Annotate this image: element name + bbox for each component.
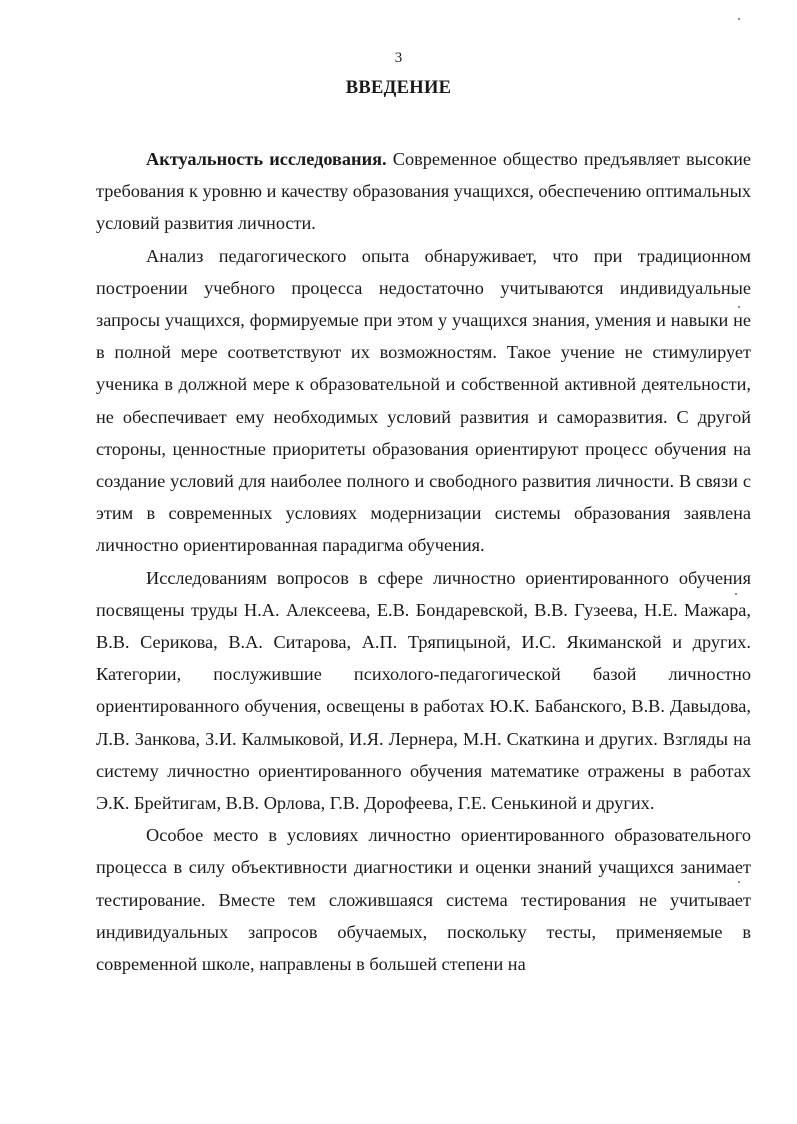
paragraph-relevance [96,143,751,240]
paragraph-testing: Особое место в условиях личностно ориентированного образовательного процесса в силу объективности диагностики и оценки знаний учащихся занимает тестирование. Вместе тем сложившаяся система тестирования не учитывает индивидуальных запросов обучаемых, поскольку тесты, применяемые в современной школе, направлены в большей степени на [96,825,751,975]
scan-speck [738,881,740,883]
paragraph-text: Современное общество предъявляет высокие требования к уровню и качеству образования учащихся, обеспечению оптимальных условий развития личности. [96,149,751,234]
paragraph-analysis: Анализ педагогического опыта обнаруживает, что при традиционном построении учебного процесса недостаточно учитываются индивидуальные запросы учащихся, формируемые при этом у учащихся знания, умения и навыки не в полной мере соответствуют их возможностям. Такое учение не стимулирует ученика в должной мере к образовательной и собственной активной деятельности, не обеспечивает ему необходимых условий развития и саморазвития. С другой стороны, ценностные приоритеты образования ориентируют процесс обучения на создание условий для наиболее полного и свободного развития личности. В связи с этим в современных условиях модернизации системы образования заявлена личностно ориентированная парадигма обучения. [96,245,751,556]
section-heading: ВВЕДЕНИЕ [345,78,452,98]
body-text [96,143,751,980]
scan-speck [738,306,740,308]
paragraph-research: Исследованиям вопросов в сфере личностно ориентированного обучения посвящены труды Н.А. Алексеева, Е.В. Бондаревской, В.В. Гузеева, Н.Е. Мажара, В.В. Серикова, В.А. Ситарова, А.П. Тряпицыной, И.С. Якиманской и других. Категории, послужившие психолого-педагогической базой личностно ориентированного обучения, освещены в работах Ю.К. Бабанского, В.В. Давыдова, Л.В. Занкова, З.И. Калмыковой, И.Я. Лернера, М.Н. Скаткина и других. Взгляды на систему личностно ориентированного обучения математике отражены в работах Э.К. Брейтигам, В.В. Орлова, Г.В. Дорофеева, Г.Е. Сенькиной и других. [96,567,751,814]
scan-speck [738,18,740,20]
paragraph-lead: Актуальность исследования. [146,149,387,169]
scan-speck [735,593,737,595]
page-number: 3 [394,50,403,66]
